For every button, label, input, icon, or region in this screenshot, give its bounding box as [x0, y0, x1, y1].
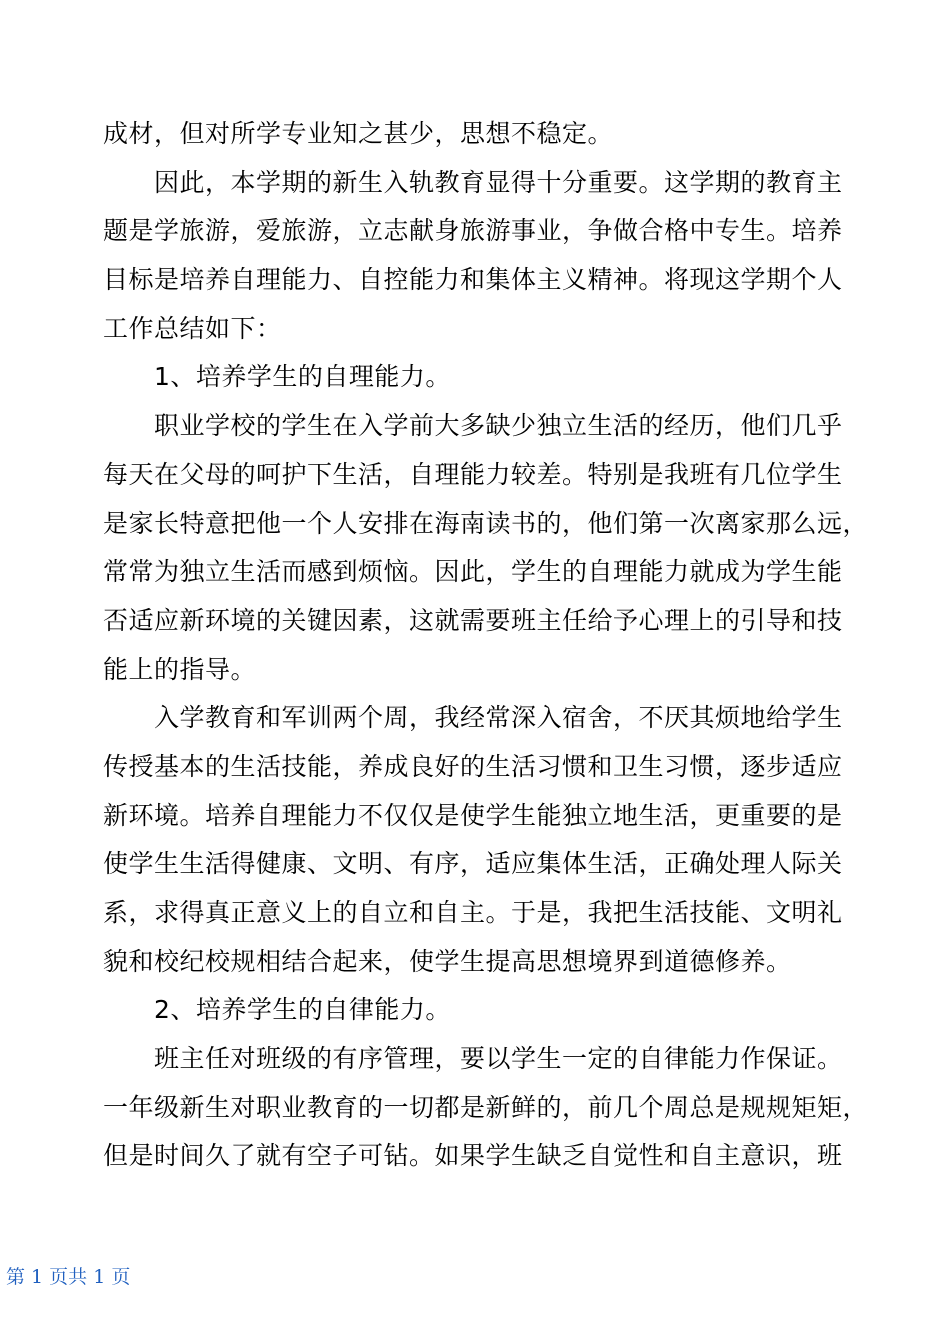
text-line: 一年级新生对职业教育的一切都是新鲜的，前几个周总是规规矩矩， — [103, 1092, 869, 1122]
text-line: 系，求得真正意义上的自立和自主。于是，我把生活技能、文明礼 — [103, 898, 843, 927]
section-heading-1: 1、培养学生的自理能力。 — [103, 362, 451, 392]
text-line: 成材，但对所学专业知之甚少，思想不稳定。 — [103, 119, 614, 148]
page-indicator: 第 1 页共 1 页 — [6, 1266, 131, 1288]
text-line: 常常为独立生活而感到烦恼。因此，学生的自理能力就成为学生能 — [103, 557, 843, 587]
text-line: 目标是培养自理能力、自控能力和集体主义精神。将现这学期个人 — [103, 265, 843, 295]
text-line: 因此，本学期的新生入轨教育显得十分重要。这学期的教育主 — [103, 167, 843, 197]
text-line: 否适应新环境的关键因素，这就需要班主任给予心理上的引导和技 — [103, 605, 843, 635]
text-line: 班主任对班级的有序管理，要以学生一定的自律能力作保证。 — [103, 1044, 843, 1074]
document-body — [103, 110, 869, 1181]
text-line: 能上的指导。 — [103, 654, 257, 684]
text-line: 题是学旅游，爱旅游，立志献身旅游事业，争做合格中专生。培养 — [103, 216, 843, 246]
text-line: 职业学校的学生在入学前大多缺少独立生活的经历，他们几乎 — [103, 411, 843, 441]
text-line: 传授基本的生活技能，养成良好的生活习惯和卫生习惯，逐步适应 — [103, 751, 843, 781]
text-line: 是家长特意把他一个人安排在海南读书的，他们第一次离家那么远， — [103, 508, 869, 538]
text-line: 但是时间久了就有空子可钻。如果学生缺乏自觉性和自主意识，班 — [103, 1141, 843, 1171]
text-line: 工作总结如下： — [103, 313, 282, 343]
text-line: 每天在父母的呵护下生活，自理能力较差。特别是我班有几位学生 — [103, 459, 843, 489]
text-line: 入学教育和军训两个周，我经常深入宿舍，不厌其烦地给学生 — [103, 703, 843, 733]
text-line: 新环境。培养自理能力不仅仅是使学生能独立地生活，更重要的是 — [103, 800, 843, 830]
text-line: 使学生生活得健康、文明、有序，适应集体生活，正确处理人际关 — [103, 849, 843, 879]
text-line: 貌和校纪校规相结合起来，使学生提高思想境界到道德修养。 — [103, 946, 792, 976]
section-heading-2: 2、培养学生的自律能力。 — [103, 995, 451, 1025]
